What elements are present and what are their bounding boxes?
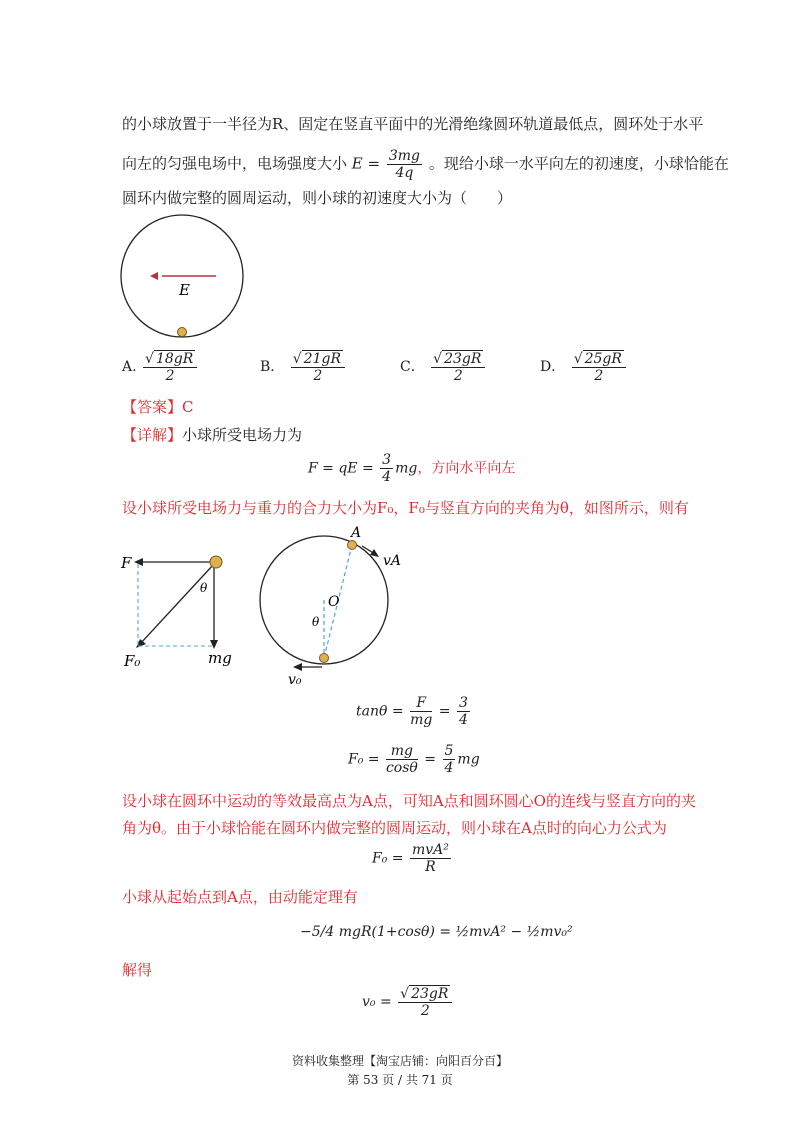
detail-line	[122, 425, 302, 445]
option-c-den: 2	[453, 368, 463, 384]
tan-num2: 3	[458, 695, 468, 711]
field-label: E	[179, 281, 190, 299]
option-a[interactable]: A. $\frac{√ 18gR}{2}$	[122, 350, 199, 384]
ball	[178, 328, 187, 337]
label-f: F	[121, 554, 132, 572]
option-b-letter: B．	[260, 359, 285, 375]
footer-page-number: 第 53 页 / 共 71 页	[347, 1073, 453, 1087]
equivalent-top-line-2: 角为θ。由于小球恰能在圆环内做完整的圆周运动，则小球在A点时的向心力公式为	[122, 819, 667, 837]
solve-line: 解得	[122, 961, 153, 979]
f0-post: mg	[457, 751, 480, 768]
label-theta-2: θ	[312, 615, 320, 629]
v0-arrow-head	[293, 663, 302, 671]
option-b-num: 21gR	[303, 351, 341, 367]
eq1-note: ，方向水平向左	[417, 460, 516, 477]
force-f0-line	[140, 564, 214, 644]
question-line-2-post: 。现给小球一水平向左的初速度，小球恰能在	[428, 154, 729, 173]
label-v0: v₀	[288, 672, 302, 688]
footer-source: 资料收集整理【淘宝店铺：向阳百分百】	[291, 1054, 508, 1068]
tan-den2: 4	[458, 712, 468, 728]
ball-a	[348, 541, 357, 550]
f0-pre: F₀ =	[348, 751, 380, 768]
equation-v0: v₀ = $\frac{√ 23gR}{2}$	[362, 985, 454, 1019]
answer-line	[122, 397, 194, 417]
equation-electric-force	[308, 452, 515, 485]
f0-num2: 5	[444, 743, 454, 759]
question-line-1: 的小球放置于一半径为R、固定在竖直平面中的光滑绝缘圆环轨道最低点，圆环处于水平	[122, 115, 704, 133]
tan-num1: F	[410, 695, 432, 712]
question-figure	[118, 212, 248, 342]
answer-value: C	[182, 398, 194, 416]
energy-theorem-line: 小球从起始点到A点，由动能定理有	[122, 888, 358, 906]
answer-tag: 【答案】	[122, 398, 183, 416]
option-a-den: 2	[165, 368, 175, 384]
force-mg-head	[210, 640, 218, 649]
v0-pre: v₀ =	[362, 994, 392, 1010]
e-denominator: 4q	[395, 165, 414, 181]
f0-den1: cosθ	[385, 760, 418, 776]
label-mg: mg	[208, 649, 232, 667]
option-d-letter: D．	[540, 359, 566, 375]
fa-den: R	[425, 859, 436, 875]
option-d[interactable]: D． $\frac{√ 25gR}{2}$	[540, 350, 628, 384]
option-c-num: 23gR	[444, 351, 482, 367]
equation-centripetal	[372, 842, 453, 875]
combined-force-line: 设小球所受电场力与重力的合力大小为F₀，F₀与竖直方向的夹角为θ，如图所示，则有	[122, 499, 689, 517]
e-fraction	[387, 148, 422, 181]
detail-text: 小球所受电场力为	[182, 426, 303, 444]
option-a-letter: A.	[122, 359, 137, 375]
label-f0: F₀	[124, 652, 141, 670]
question-line-2-pre: 向左的匀强电场中，电场强度大小	[122, 154, 348, 173]
force-ball	[210, 556, 222, 568]
equivalent-top-line-1: 设小球在圆环中运动的等效最高点为A点，可知A点和圆环圆心O的连线与竖直方向的夹	[122, 792, 696, 810]
fa-num: mvA²	[411, 842, 449, 858]
option-d-den: 2	[594, 368, 604, 384]
fa-pre: F₀ =	[372, 850, 404, 867]
option-b[interactable]: B． $\frac{√ 21gR}{2}$	[260, 350, 347, 384]
option-a-num: 18gR	[155, 351, 194, 367]
v0-den: 2	[420, 1003, 430, 1019]
equation-f0: F₀ = $\frac{mg}{\cos\theta}$ = $\frac{5}{4}$ mg	[348, 743, 480, 776]
eq1-pre: F = qE =	[308, 460, 374, 477]
circle-diagram	[252, 522, 412, 692]
detail-tag: 【详解】	[122, 426, 183, 444]
f0-num1: mg	[386, 743, 418, 760]
eq1-post: mg	[395, 460, 418, 477]
label-theta-1: θ	[200, 581, 208, 595]
eq1-den: 4	[382, 469, 392, 485]
question-line-2	[122, 148, 729, 181]
equation-tan: tanθ = $\frac{F}{mg}$ = $\frac{3}{4}$	[356, 695, 468, 728]
force-diagram	[118, 548, 248, 672]
question-line-3: 圆环内做完整的圆周运动，则小球的初速度大小为（ ）	[122, 189, 513, 207]
tan-pre: tanθ =	[356, 703, 404, 720]
option-d-num: 25gR	[584, 351, 622, 367]
tan-den1: mg	[410, 712, 433, 728]
label-o: O	[328, 594, 340, 610]
option-b-den: 2	[313, 368, 323, 384]
field-arrow-head	[150, 272, 158, 280]
v0-num: 23gR	[411, 986, 449, 1002]
equation-energy: −5/4 mgR(1+cosθ) = ½mvA² − ½mv₀²	[300, 924, 573, 940]
e-numerator: 3mg	[388, 148, 421, 164]
option-c-letter: C．	[400, 359, 425, 375]
va-arrow-head	[370, 549, 379, 557]
label-a: A	[351, 525, 362, 541]
label-va: vA	[383, 553, 402, 569]
ball-bottom	[320, 654, 329, 663]
option-c[interactable]: C． $\frac{√ 23gR}{2}$	[400, 350, 487, 384]
eq1-num: 3	[382, 452, 392, 468]
e-expression: E =	[351, 154, 381, 173]
f0-den2: 4	[444, 760, 454, 776]
